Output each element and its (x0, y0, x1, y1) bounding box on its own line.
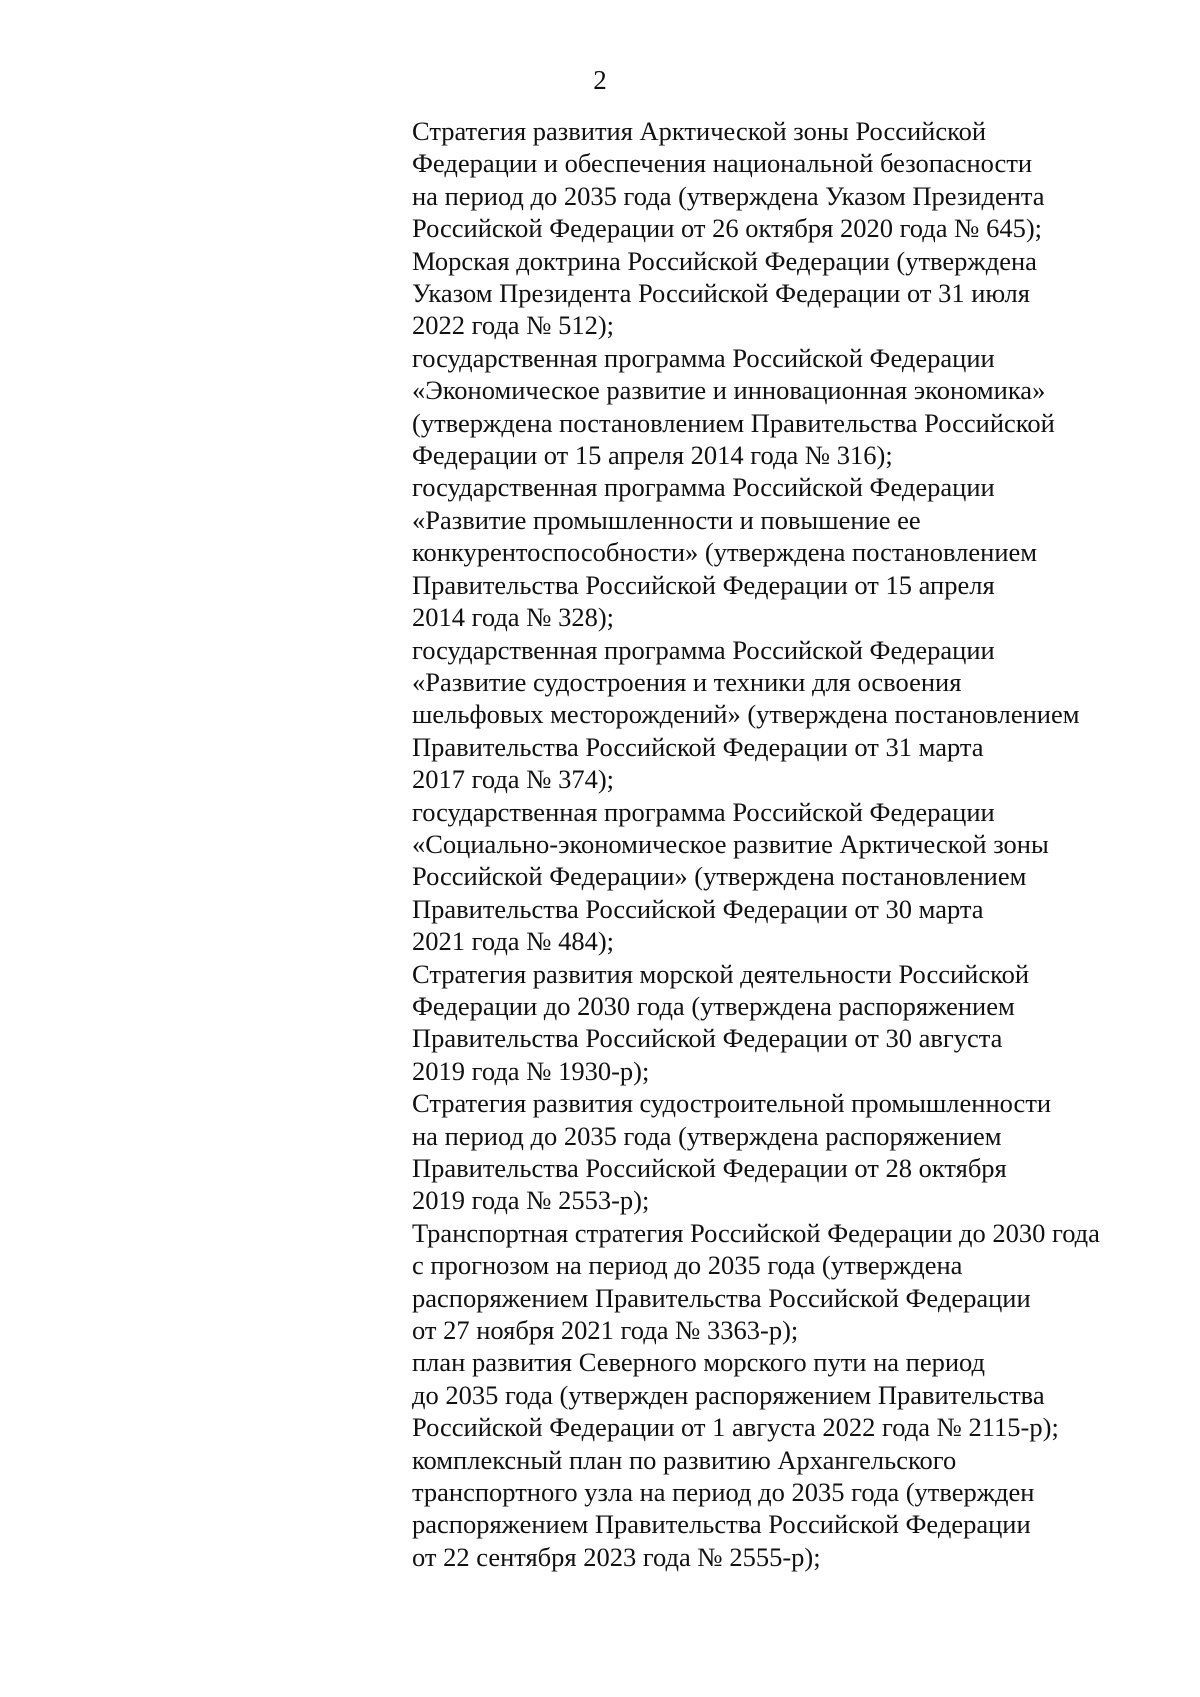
document-body (412, 115, 1132, 1573)
text-line: с прогнозом на период до 2035 года (утверждена (412, 1250, 963, 1281)
text-line: государственная программа Российской Федерации (412, 634, 995, 665)
text-line: «Развитие промышленности и повышение ее (412, 504, 921, 535)
text-line: Стратегия развития Арктической зоны Российской (412, 116, 987, 146)
text-line: Российской Федерации от 26 октября 2020 года № 645); (412, 213, 1043, 244)
page-number: 2 (593, 65, 607, 95)
text-line: Федерации до 2030 года (утверждена распоряжением (412, 990, 1015, 1021)
text-line: Правительства Российской Федерации от 15 апреля (412, 569, 995, 600)
text-line: Федерации и обеспечения национальной безопасности (412, 148, 1033, 179)
text-line: Правительства Российской Федерации от 30 августа (412, 1023, 1003, 1054)
text-line: Правительства Российской Федерации от 30 марта (412, 893, 984, 924)
text-line: на период до 2035 года (утверждена распоряжением (412, 1120, 1002, 1151)
text-line: комплексный план по развитию Архангельского (412, 1444, 957, 1475)
text-line: Морская доктрина Российской Федерации (утверждена (412, 245, 1037, 276)
text-line: транспортного узла на период до 2035 года (утвержден (412, 1477, 1035, 1508)
text-line: распоряжением Правительства Российской Федерации (412, 1509, 1031, 1540)
text-line: Транспортная стратегия Российской Федерации до 2030 года (412, 1217, 1100, 1248)
text-line: государственная программа Российской Федерации (412, 796, 995, 827)
text-line: Указом Президента Российской Федерации от 31 июля (412, 278, 1030, 309)
text-line: Стратегия развития морской деятельности Российской (412, 958, 1030, 989)
text-line: Российской Федерации» (утверждена постановлением (412, 861, 1027, 892)
text-line: Федерации от 15 апреля 2014 года № 316); (412, 440, 893, 471)
text-line: 2014 года № 328); (412, 602, 615, 633)
text-line: «Развитие судостроения и техники для освоения (412, 666, 962, 697)
text-line: на период до 2035 года (утверждена Указом Президента (412, 180, 1045, 211)
text-line: шельфовых месторождений» (утверждена постановлением (412, 699, 1080, 730)
text-line: государственная программа Российской Федерации (412, 472, 995, 503)
text-line: конкурентоспособности» (утверждена постановлением (412, 537, 1038, 568)
text-line: от 22 сентября 2023 года № 2555-р); (412, 1541, 821, 1572)
text-line: до 2035 года (утвержден распоряжением Правительства (412, 1379, 1045, 1410)
text-line: 2019 года № 1930-р); (412, 1055, 650, 1086)
text-line: (утверждена постановлением Правительства Российской (412, 407, 1055, 438)
text-line: план развития Северного морского пути на период (412, 1347, 985, 1378)
text-line: Российской Федерации от 1 августа 2022 года № 2115-р); (412, 1412, 1059, 1443)
text-line: 2017 года № 374); (412, 764, 615, 795)
text-line: 2019 года № 2553-р); (412, 1185, 650, 1216)
text-line: 2021 года № 484); (412, 926, 615, 957)
text-line: «Экономическое развитие и инновационная экономика» (412, 375, 1046, 406)
text-line: Правительства Российской Федерации от 31 марта (412, 731, 984, 762)
text-line: Правительства Российской Федерации от 28 октября (412, 1153, 1007, 1183)
text-line: государственная программа Российской Федерации (412, 342, 995, 373)
text-line: «Социально-экономическое развитие Арктической зоны (412, 828, 1049, 859)
text-line: от 27 ноября 2021 года № 3363-р); (412, 1315, 799, 1346)
text-line: 2022 года № 512); (412, 310, 615, 341)
text-line: Стратегия развития судостроительной промышленности (412, 1088, 1052, 1119)
text-line: распоряжением Правительства Российской Федерации (412, 1282, 1031, 1313)
